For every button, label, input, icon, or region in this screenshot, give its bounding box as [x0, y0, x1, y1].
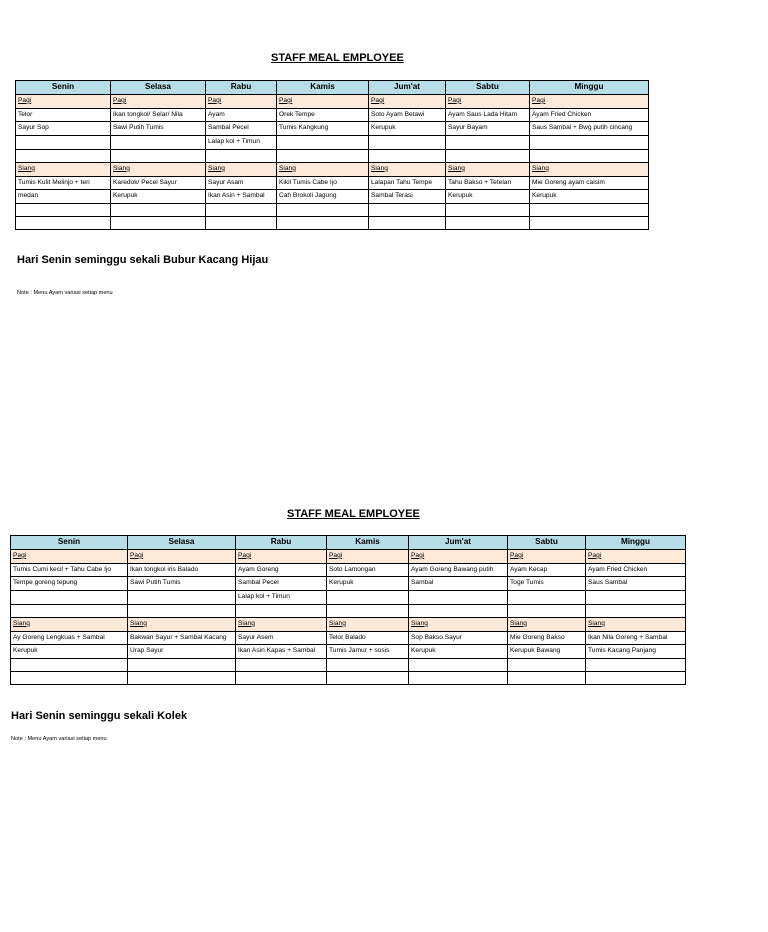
menu-cell: Bakwan Sayur + Sambal Kacang [128, 631, 236, 645]
meal-label-cell: Pagi [11, 549, 128, 563]
menu-cell [327, 604, 409, 617]
table-row [16, 122, 649, 136]
menu-cell: Sawi Putih Tumis [111, 122, 206, 136]
table-row [16, 190, 649, 204]
menu-cell [128, 591, 236, 605]
menu-cell: Tumis Kulit Melinjo + teri [16, 176, 111, 190]
meal-label-cell: Pagi [530, 94, 649, 108]
menu-cell: Sawi Putih Tumis [128, 577, 236, 591]
menu-cell [111, 149, 206, 162]
day-header: Selasa [111, 81, 206, 95]
menu-cell: Ayam Goreng [236, 563, 327, 577]
section-heading: Hari Senin seminggu sekali Kolek [11, 710, 188, 722]
menu-cell [11, 659, 128, 672]
menu-cell: Lalapan Tahu Tempe [369, 176, 446, 190]
menu-cell [409, 659, 508, 672]
menu-cell: Kerupuk [446, 190, 530, 204]
meal-label-cell: Pagi [409, 549, 508, 563]
menu-cell [277, 136, 369, 150]
menu-cell [128, 671, 236, 684]
menu-cell [327, 591, 409, 605]
menu-cell: Kerupuk [11, 645, 128, 659]
menu-cell [508, 659, 586, 672]
table-row [11, 631, 686, 645]
day-header: Senin [16, 81, 111, 95]
meal-label-cell: Pagi [277, 94, 369, 108]
menu-cell [277, 216, 369, 229]
menu-cell: Kerupuk [530, 190, 649, 204]
table-row [16, 108, 649, 122]
menu-cell [369, 216, 446, 229]
menu-cell: Kerupuk [111, 190, 206, 204]
meal-label-cell: Pagi [236, 549, 327, 563]
menu-cell [508, 604, 586, 617]
meal-label-cell: Siang [277, 162, 369, 176]
day-header-row [11, 536, 686, 550]
day-header: Rabu [206, 81, 277, 95]
meal-label-cell: Siang [446, 162, 530, 176]
menu-cell [128, 659, 236, 672]
menu-cell: Tumis Kangkung [277, 122, 369, 136]
menu-cell [369, 149, 446, 162]
menu-cell [236, 604, 327, 617]
menu-cell [16, 216, 111, 229]
menu-cell: Sayur Asam [206, 176, 277, 190]
meal-label-cell: Siang [236, 617, 327, 631]
menu-cell [409, 671, 508, 684]
menu-cell: Ayam Goreng Bawang putih [409, 563, 508, 577]
menu-cell [111, 136, 206, 150]
note-text: Note : Menu Ayam variasi setiap menu [17, 290, 113, 296]
menu-cell: Tumis Kacang Panjang [586, 645, 686, 659]
menu-cell: Urap Sayur [128, 645, 236, 659]
day-header: Senin [11, 536, 128, 550]
menu-cell: Kerupuk [327, 577, 409, 591]
meal-label-cell: Siang [111, 162, 206, 176]
menu-cell: Ikan Nila Goreng + Sambal [586, 631, 686, 645]
menu-cell: Sambal Pecel [236, 577, 327, 591]
table-row [16, 204, 649, 217]
menu-cell: Sambal Pecel [206, 122, 277, 136]
menu-cell [206, 216, 277, 229]
menu-cell [277, 204, 369, 217]
day-header: Minggu [530, 81, 649, 95]
menu-cell [327, 659, 409, 672]
meal-label-cell: Pagi [128, 549, 236, 563]
menu-cell: Ayam Kecap [508, 563, 586, 577]
menu-cell [327, 671, 409, 684]
meal-label-cell: Siang [369, 162, 446, 176]
meal-label-cell: Siang [586, 617, 686, 631]
menu-cell: Soto Ayam Betawi [369, 108, 446, 122]
table-row [16, 216, 649, 229]
note-text: Note : Menu Ayam variasi setiap menu [11, 736, 107, 742]
menu-cell: Kerupuk [369, 122, 446, 136]
meal-label-cell: Pagi [586, 549, 686, 563]
menu-cell [369, 136, 446, 150]
menu-cell: Sop Bakso Sayur [409, 631, 508, 645]
meal-label-cell: Pagi [508, 549, 586, 563]
menu-cell [409, 604, 508, 617]
menu-cell: Ayam Fried Chicken [530, 108, 649, 122]
siang-label-row [11, 617, 686, 631]
menu-cell [206, 149, 277, 162]
menu-cell [11, 604, 128, 617]
table-row [11, 577, 686, 591]
menu-cell: Lalap kol + Timun [206, 136, 277, 150]
menu-cell [236, 671, 327, 684]
menu-cell [236, 659, 327, 672]
menu-cell [11, 671, 128, 684]
menu-cell [111, 216, 206, 229]
menu-cell [206, 204, 277, 217]
menu-cell: Saus Sambal + Bwg putih cincang [530, 122, 649, 136]
menu-cell [128, 604, 236, 617]
staff-meal-table [10, 535, 686, 685]
menu-cell: Kerupuk Bawang [508, 645, 586, 659]
table-row [11, 604, 686, 617]
day-header: Sabtu [446, 81, 530, 95]
menu-cell: Telor [16, 108, 111, 122]
day-header: Kamis [277, 81, 369, 95]
menu-cell [16, 204, 111, 217]
table-row [11, 659, 686, 672]
menu-cell: Sambal [409, 577, 508, 591]
menu-cell [530, 216, 649, 229]
menu-cell [530, 149, 649, 162]
menu-cell: Ikan tongkol iris Balado [128, 563, 236, 577]
meal-label-cell: Siang [508, 617, 586, 631]
menu-cell [446, 149, 530, 162]
meal-label-cell: Siang [206, 162, 277, 176]
menu-cell: Tumis Cumi kecil + Tahu Cabe Ijo [11, 563, 128, 577]
table-row [11, 591, 686, 605]
menu-cell: Ikan Asin + Sambal [206, 190, 277, 204]
menu-cell: Karedok/ Pecel Sayur [111, 176, 206, 190]
menu-cell: Ikan tongkol/ Selar/ Nila [111, 108, 206, 122]
menu-cell [446, 136, 530, 150]
menu-cell: Telor Balado [327, 631, 409, 645]
meal-label-cell: Pagi [369, 94, 446, 108]
menu-cell [508, 591, 586, 605]
table-row [16, 176, 649, 190]
meal-label-cell: Siang [530, 162, 649, 176]
meal-label-cell: Siang [11, 617, 128, 631]
meal-label-cell: Siang [128, 617, 236, 631]
table-row [11, 671, 686, 684]
day-header: Rabu [236, 536, 327, 550]
menu-cell [11, 591, 128, 605]
meal-label-cell: Siang [327, 617, 409, 631]
meal-label-cell: Siang [16, 162, 111, 176]
menu-cell [508, 671, 586, 684]
day-header: Jum'at [369, 81, 446, 95]
meal-label-cell: Pagi [446, 94, 530, 108]
table-row [11, 645, 686, 659]
menu-cell: Ikan Asin Kapas + Sambal [236, 645, 327, 659]
menu-cell: Tumis Jamur + sosis [327, 645, 409, 659]
day-header: Sabtu [508, 536, 586, 550]
menu-cell: Tempe goreng tepung [11, 577, 128, 591]
table-row [16, 149, 649, 162]
page-title: STAFF MEAL EMPLOYEE [271, 52, 404, 64]
table-row [11, 563, 686, 577]
menu-cell [446, 216, 530, 229]
pagi-label-row [11, 549, 686, 563]
table-row [16, 136, 649, 150]
menu-cell: Mie Goreng Bakso [508, 631, 586, 645]
meal-label-cell: Pagi [327, 549, 409, 563]
menu-cell [111, 204, 206, 217]
meal-label-cell: Pagi [111, 94, 206, 108]
menu-cell: Saus Sambal [586, 577, 686, 591]
menu-cell [586, 671, 686, 684]
section-heading: Hari Senin seminggu sekali Bubur Kacang Hijau [17, 254, 269, 266]
menu-cell [586, 659, 686, 672]
meal-label-cell: Pagi [16, 94, 111, 108]
menu-cell: Lalap kol + Timun [236, 591, 327, 605]
menu-cell: Ayam [206, 108, 277, 122]
menu-cell: Ayam Saus Lada Hitam [446, 108, 530, 122]
menu-cell: Ayam Fried Chicken [586, 563, 686, 577]
staff-meal-table [15, 80, 649, 230]
pagi-label-row [16, 94, 649, 108]
day-header: Jum'at [409, 536, 508, 550]
siang-label-row [16, 162, 649, 176]
menu-cell [446, 204, 530, 217]
menu-cell: Sayur Bayam [446, 122, 530, 136]
day-header: Kamis [327, 536, 409, 550]
menu-cell [409, 591, 508, 605]
menu-cell [277, 149, 369, 162]
page-title: STAFF MEAL EMPLOYEE [287, 508, 420, 520]
menu-cell [586, 604, 686, 617]
menu-cell [530, 136, 649, 150]
menu-cell [586, 591, 686, 605]
day-header: Selasa [128, 536, 236, 550]
menu-cell: Cah Brokoli Jagung [277, 190, 369, 204]
menu-cell: Soto Lamongan [327, 563, 409, 577]
menu-cell: Kerupuk [409, 645, 508, 659]
menu-cell: Sayur Sop [16, 122, 111, 136]
menu-cell: Mie Goreng ayam caisim [530, 176, 649, 190]
menu-cell: Kikil Tumis Cabe Ijo [277, 176, 369, 190]
menu-cell: Orek Tempe [277, 108, 369, 122]
menu-cell: Tahu Bakso + Tetelan [446, 176, 530, 190]
menu-cell [369, 204, 446, 217]
day-header-row [16, 81, 649, 95]
meal-label-cell: Pagi [206, 94, 277, 108]
menu-cell: medan [16, 190, 111, 204]
menu-cell [16, 149, 111, 162]
menu-cell: Sayur Asem [236, 631, 327, 645]
menu-cell: Toge Tumis [508, 577, 586, 591]
meal-label-cell: Siang [409, 617, 508, 631]
menu-cell: Sambal Terasi [369, 190, 446, 204]
menu-cell: Ay Goreng Lengkuas + Sambal [11, 631, 128, 645]
day-header: Minggu [586, 536, 686, 550]
menu-cell [16, 136, 111, 150]
menu-cell [530, 204, 649, 217]
